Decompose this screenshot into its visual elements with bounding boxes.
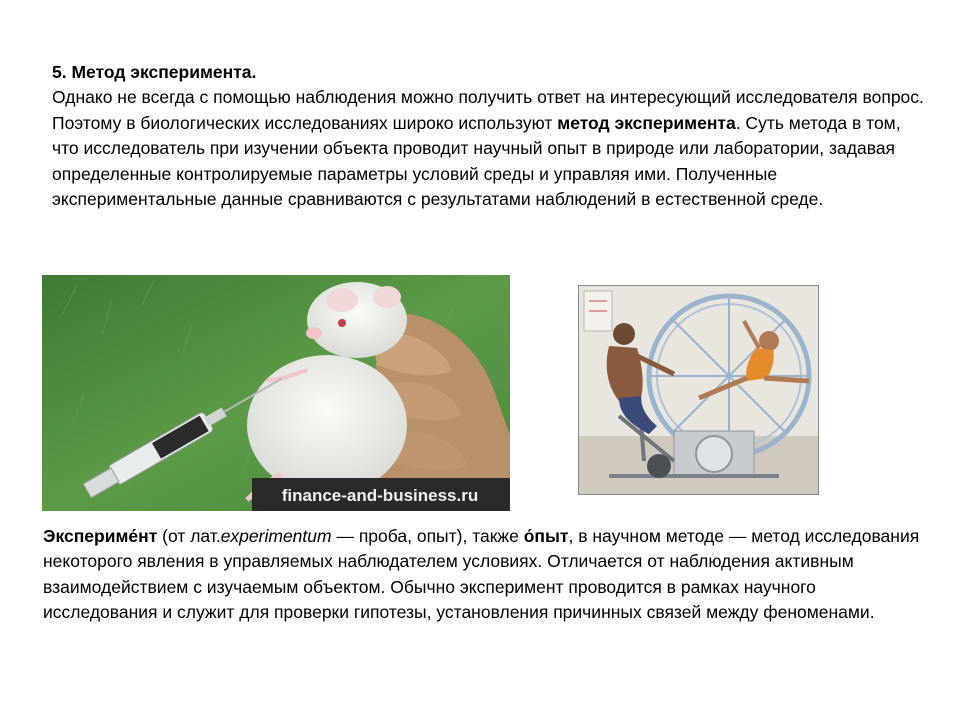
definition-latin-term: experimentum: [220, 526, 332, 546]
definition-text-part-1: (от лат.: [157, 526, 221, 546]
mouse-injection-photo: [42, 275, 510, 511]
definition-alt-term: о́пыт: [523, 526, 569, 546]
definition-text-part-2: — проба, опыт), также: [331, 526, 524, 546]
method-section: [52, 60, 932, 212]
section-heading: 5. Метод эксперимента.: [52, 62, 257, 82]
method-text-part-1: Однако не всегда с помощью наблюдения можно получить ответ на интересующий исследователя вопрос. Поэтому в биологических исследованиях широко используют: [52, 87, 924, 133]
method-bold-term: метод эксперимента: [557, 112, 736, 133]
definition-text-part-3: , в научном методе — метод исследования некоторого явления в управляемых наблюдателем условиях. Отличается от наблюдения активным взаимодействием с изучаемым объектом. Обычно эксперимент проводится в рамках научного исследования и служит для проверки гипотезы, установления причинных связей между феноменами.: [43, 526, 920, 623]
method-text-part-2: . Суть метода в том, что исследователь при изучении объекта проводит научный опыт в природе или лаборатории, задавая определенные контролируемые параметры условий среды и управляя ими. Полученные экспериментальные данные сравниваются с результатами наблюдений в естественной среде.: [52, 112, 901, 210]
definition-section: [43, 524, 933, 626]
photo-watermark: finance-and-business.ru: [281, 486, 479, 505]
definition-term: Экспериме́нт: [43, 526, 158, 546]
running-wheel-photo: [578, 285, 819, 495]
